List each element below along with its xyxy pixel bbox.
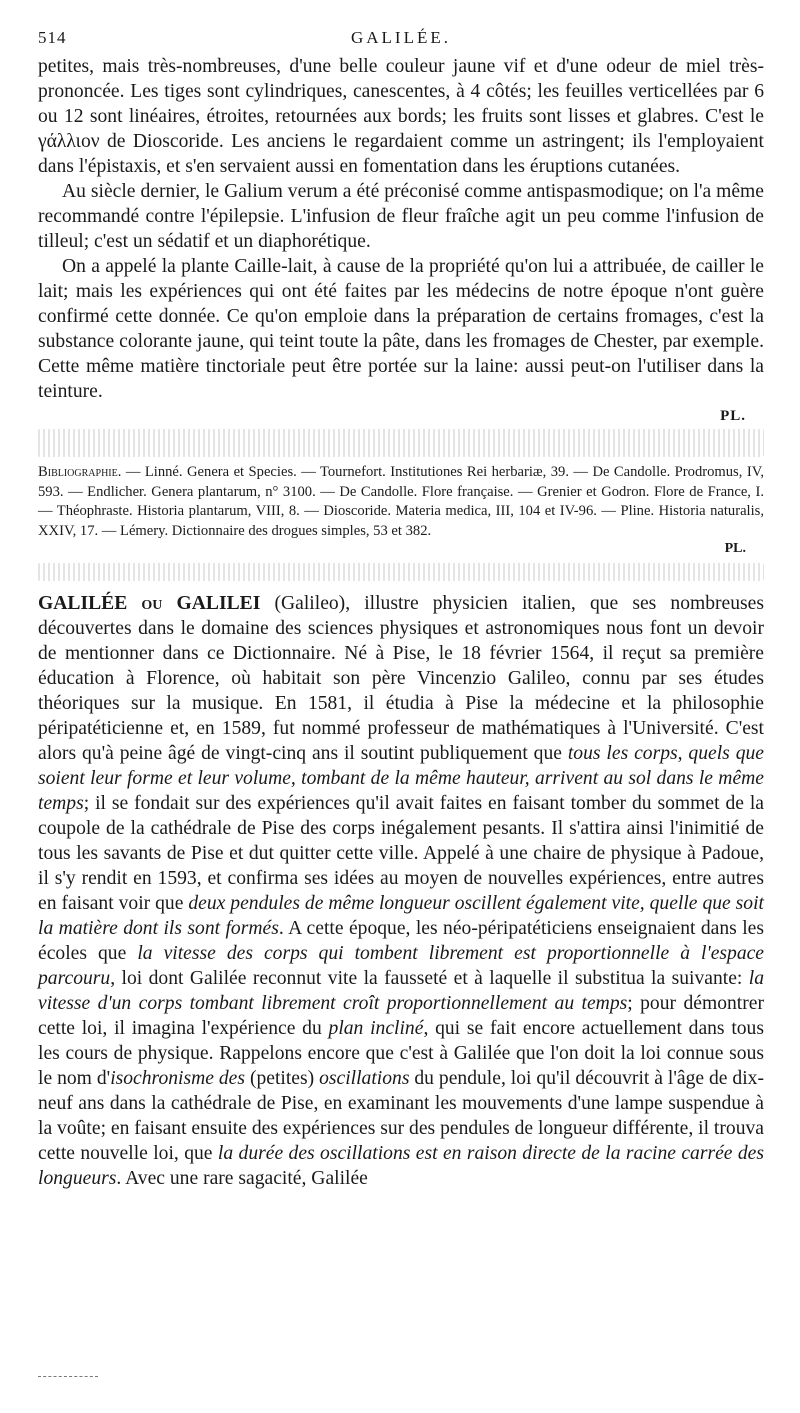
article-italic-4: la vitesse d'un corps tombant librement croît proportionnellement au temps [38, 968, 764, 1014]
intro-paragraph-3: On a appelé la plante Caille-lait, à cause de la propriété qu'on lui a attribuée, de cailler le lait; mais les expériences qui ont été faites par les médecins de notre époque n'ont guère confirmé cette donnée. Ce qu'on emploie dans la préparation de certains fromages, c'est la substance colorante jaune, qui teint toute la pâte, dans les fromages de Chester, par exemple. Cette même matière tinctoriale peut être portée sur la laine: aussi peut-on l'utiliser dans la teinture. [38, 256, 764, 402]
article-italic-1: tous les corps, quels que soient leur forme et leur volume, tombant de la même hauteur, arrivent au sol dans le même temps [38, 743, 764, 814]
article-text-9: . Avec une rare sagacité, Galilée [116, 1168, 368, 1189]
article-text-4: , loi dont Galilée reconnut vite la fausseté et à laquelle il substitua la suivante: [110, 968, 749, 989]
article-text-5: ; pour démontrer cette loi, il imagina l'expérience du [38, 993, 764, 1039]
article-text-7: (petites) [245, 1068, 320, 1089]
article-italic-3: la vitesse des corps qui tombent librement est proportionnelle à l'espace parcouru [38, 943, 765, 989]
dictionary-page [38, 24, 764, 1384]
page-header [38, 24, 764, 54]
article-text-1: (Galileo), illustre physicien italien, que ses nombreuses découvertes dans le domaine des sciences physiques et astronomiques nous font un devoir de mentionner dans ce Dictionnaire. Né à Pise, le 18 février 1564, il reçut sa première éducation à Florence, où habitait son père Vincenzio Galileo, connu par ses études théoriques sur la musique. En 1581, il étudia à Pise la médecine et la philosophie péripatéticienne et, en 1589, fut nommé professeur de mathématiques à l'Université. C'est alors qu'à peine âgé de vingt-cinq ans il soutint publiquement que [38, 593, 765, 764]
article-italic-2: deux pendules de même longueur oscillent également vite, quelle que soit la matière dont ils sont formés [38, 893, 764, 939]
bibliography-label: Bibliographie. [38, 464, 122, 480]
bibliography-signature: PL. [724, 541, 746, 556]
bibliography [38, 463, 764, 541]
bleed-through-band-2 [38, 563, 764, 581]
article-italic-7: oscillations [319, 1068, 410, 1089]
intro-paragraph-2: Au siècle dernier, le Galium verum a été préconisé comme antispasmodique; on l'a même recommandé contre l'épilepsie. L'infusion de fleur fraîche agit un peu comme l'infusion de tilleul; c'est un sédatif et un diaphorétique. [38, 181, 764, 252]
article-text-8: du pendule, loi qu'il découvrit à l'âge de dix-neuf ans dans la cathédrale de Pise, en examinant les mouvements d'une lampe suspendue à la voûte; en faisant ensuite des expériences sur des pendules de longueur différente, il trouva cette nouvelle loi, que [38, 1068, 764, 1164]
article-text-3: . A cette époque, les néo-péripatéticiens enseignaient dans les écoles que [38, 918, 764, 964]
bleed-through-band [38, 429, 764, 457]
article-headword: GALILÉE ou GALILEI [38, 593, 261, 614]
intro-signature: PL. [720, 408, 746, 424]
footer-rule [38, 1376, 98, 1377]
article-italic-6: isochronisme des [110, 1068, 246, 1089]
article-italic-5: plan incliné [328, 1018, 424, 1039]
article-galilee [38, 591, 764, 1191]
intro-paragraph-1: petites, mais très-nombreuses, d'une belle couleur jaune vif et d'une odeur de miel très-prononcée. Les tiges sont cylindriques, canescentes, à 4 côtés; les feuilles verticellées par 6 ou 12 sont linéaires, étroites, retournées aux bords; les fruits sont lisses et glabres. C'est le γάλλιον de Dioscoride. Les anciens le regardaient comme un astringent; ils l'employaient dans l'épistaxis, et s'en servaient aussi en fomentation dans les éruptions cutanées. [38, 56, 764, 177]
article-text-2: ; il se fondait sur des expériences qu'il avait faites en faisant tomber du sommet de la coupole de la cathédrale de Pise des corps inégalement pesants. Il s'attira ainsi l'inimitié de tous les savants de Pise et dut quitter cette ville. Appelé à une chaire de physique à Padoue, il s'y rendit en 1593, et confirma ses idées au moyen de nouvelles expériences, entre autres en faisant voir que [38, 793, 764, 914]
running-title: GALILÉE. [350, 28, 451, 47]
bibliography-text: — Linné. Genera et Species. — Tournefort. Institutiones Rei herbariæ, 39. — De Candolle. Prodromus, IV, 593. — Endlicher. Genera plantarum, n° 3100. — De Candolle. Flore française. — Grenier et Godron. Flore de France, I. — Théophraste. Historia plantarum, VIII, 8. — Dioscoride. Materia medica, III, 104 et IV-96. — Pline. Historia naturalis, XXIV, 17. — Lémery. Dictionnaire des drogues simples, 53 et 382. [38, 464, 764, 539]
page-number: 514 [38, 28, 67, 47]
article-italic-8: la durée des oscillations est en raison directe de la racine carrée des longueurs [38, 1143, 764, 1189]
article-text-6: , qui se fait encore actuellement dans tous les cours de physique. Rappelons encore que c'est à Galilée que l'on doit la loi connue sous le nom d' [38, 1018, 764, 1089]
